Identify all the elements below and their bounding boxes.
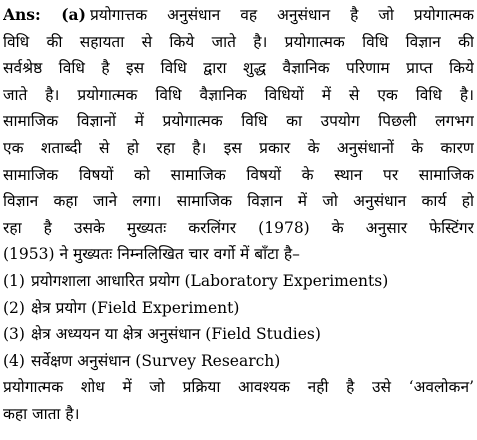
paragraph-line-7: सामाजिक विषयों को सामाजिक विषयों के स्थान पर सामाजिक <box>3 165 474 184</box>
list-item-number: (1) <box>3 271 25 290</box>
closing-line-1: प्रयोगात्मक शोध में जो प्रक्रिया आवश्यक नही है उसे ‘अवलोकन’ <box>3 378 474 397</box>
paragraph-line-4: जाते है। प्रयोगात्मक विधि वैज्ञानिक विधियों में से एक विधि है। <box>3 85 474 104</box>
list-item-number: (2) <box>3 298 25 317</box>
closing-line-2: कहा जाता है। <box>3 404 80 423</box>
paragraph-line-6: एक शताब्दी से हो रहा है। इस प्रकार के अनुसंधानों के कारण <box>3 138 474 157</box>
list-item <box>3 295 474 322</box>
answer-label: Ans: (a) <box>3 5 86 24</box>
paragraph-line-1 <box>3 2 474 29</box>
paragraph-line-8: विज्ञान कहा जाने लगा। सामाजिक विज्ञान में जो अनुसंधान कार्य हो <box>3 192 474 211</box>
list-item-text: प्रयोगशाला आधारित प्रयोग (Laboratory Experiments) <box>30 271 389 290</box>
paragraph-text: प्रयोगात्तक अनुसंधान वह अनुसंधान है जो प्रयोगात्मक <box>89 6 474 24</box>
list-item-text: क्षेत्र अध्ययन या क्षेत्र अनुसंधान (Field Studies) <box>30 325 321 344</box>
list-item <box>3 348 474 375</box>
list-item-text: क्षेत्र प्रयोग (Field Experiment) <box>30 298 240 317</box>
list-item <box>3 321 474 348</box>
paragraph-line-10: (1953) ने मुख्यतः निम्नलिखित चार वर्गो में बाँटा है– <box>3 245 300 264</box>
list-item <box>3 268 474 295</box>
list-item-text: सर्वेक्षण अनुसंधान (Survey Research) <box>30 351 281 370</box>
paragraph-line-9: रहा है उसके मुख्यतः करलिंगर (1978) के अनुसार फेस्टिंगर <box>3 218 474 237</box>
list-item-number: (3) <box>3 325 25 344</box>
paragraph-line-5: सामाजिक विज्ञानों में प्रयोगात्मक विधि का उपयोग पिछली लगभग <box>3 112 474 131</box>
paragraph-line-3: सर्वश्रेष्ठ विधि है इस विधि द्वारा शुद्ध वैज्ञानिक परिणाम प्राप्त किये <box>3 59 474 78</box>
answer-text-block <box>3 2 474 428</box>
list-item-number: (4) <box>3 351 25 370</box>
paragraph-line-2: विधि की सहायता से किये जाते है। प्रयोगात्मक विधि विज्ञान की <box>3 32 474 51</box>
